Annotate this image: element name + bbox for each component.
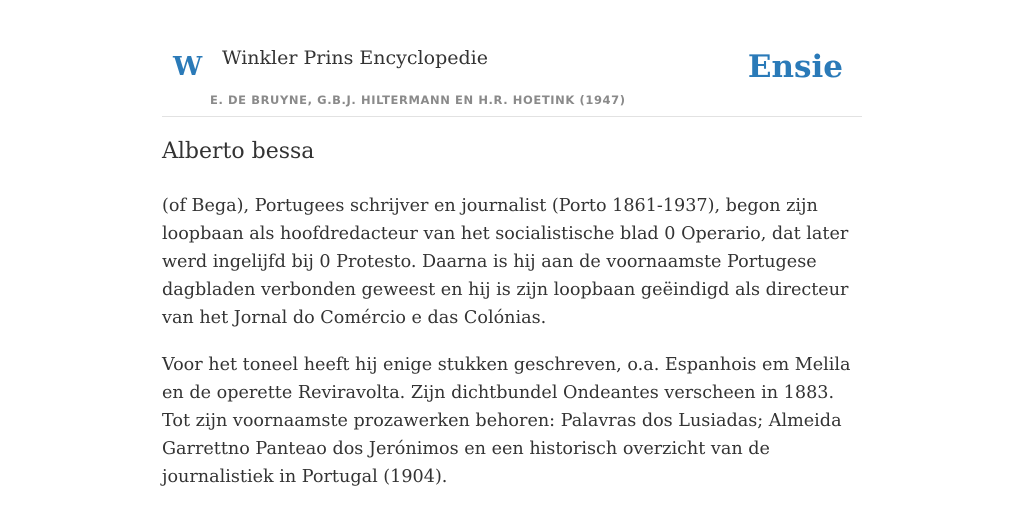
article-title: Alberto bessa [162,139,315,164]
publication-authors: E. DE BRUYNE, G.B.J. HILTERMANN EN H.R. HOETINK (1947) [210,93,626,107]
article-paragraph: Voor het toneel heeft hij enige stukken geschreven, o.a. Espanhois em Melila en de operette Reviravolta. Zijn dichtbundel Ondeantes verscheen in 1883. Tot zijn voornaamste prozawerken behoren: Palavras dos Lusiadas; Almeida Garrettno Panteao dos Jerónimos en een historisch overzicht van de journalistiek in Portugal (1904). [162,355,851,487]
winkler-prins-logo[interactable]: W [173,52,203,82]
article-paragraph: (of Bega), Portugees schrijver en journalist (Porto 1861-1937), begon zijn loopbaan als hoofdredacteur van het socialistische blad 0 Operario, dat later werd ingelijfd bij 0 Protesto. Daarna is hij aan de voornaamste Portugese dagbladen verbonden geweest en hij is zijn loopbaan geëindigd als directeur van het Jornal do Comércio e das Colónias. [162,196,849,328]
ensie-brand-logo[interactable]: Ensie [747,49,843,85]
article-body [162,192,862,510]
encyclopedia-header [162,40,862,117]
publication-title[interactable]: Winkler Prins Encyclopedie [222,47,488,69]
